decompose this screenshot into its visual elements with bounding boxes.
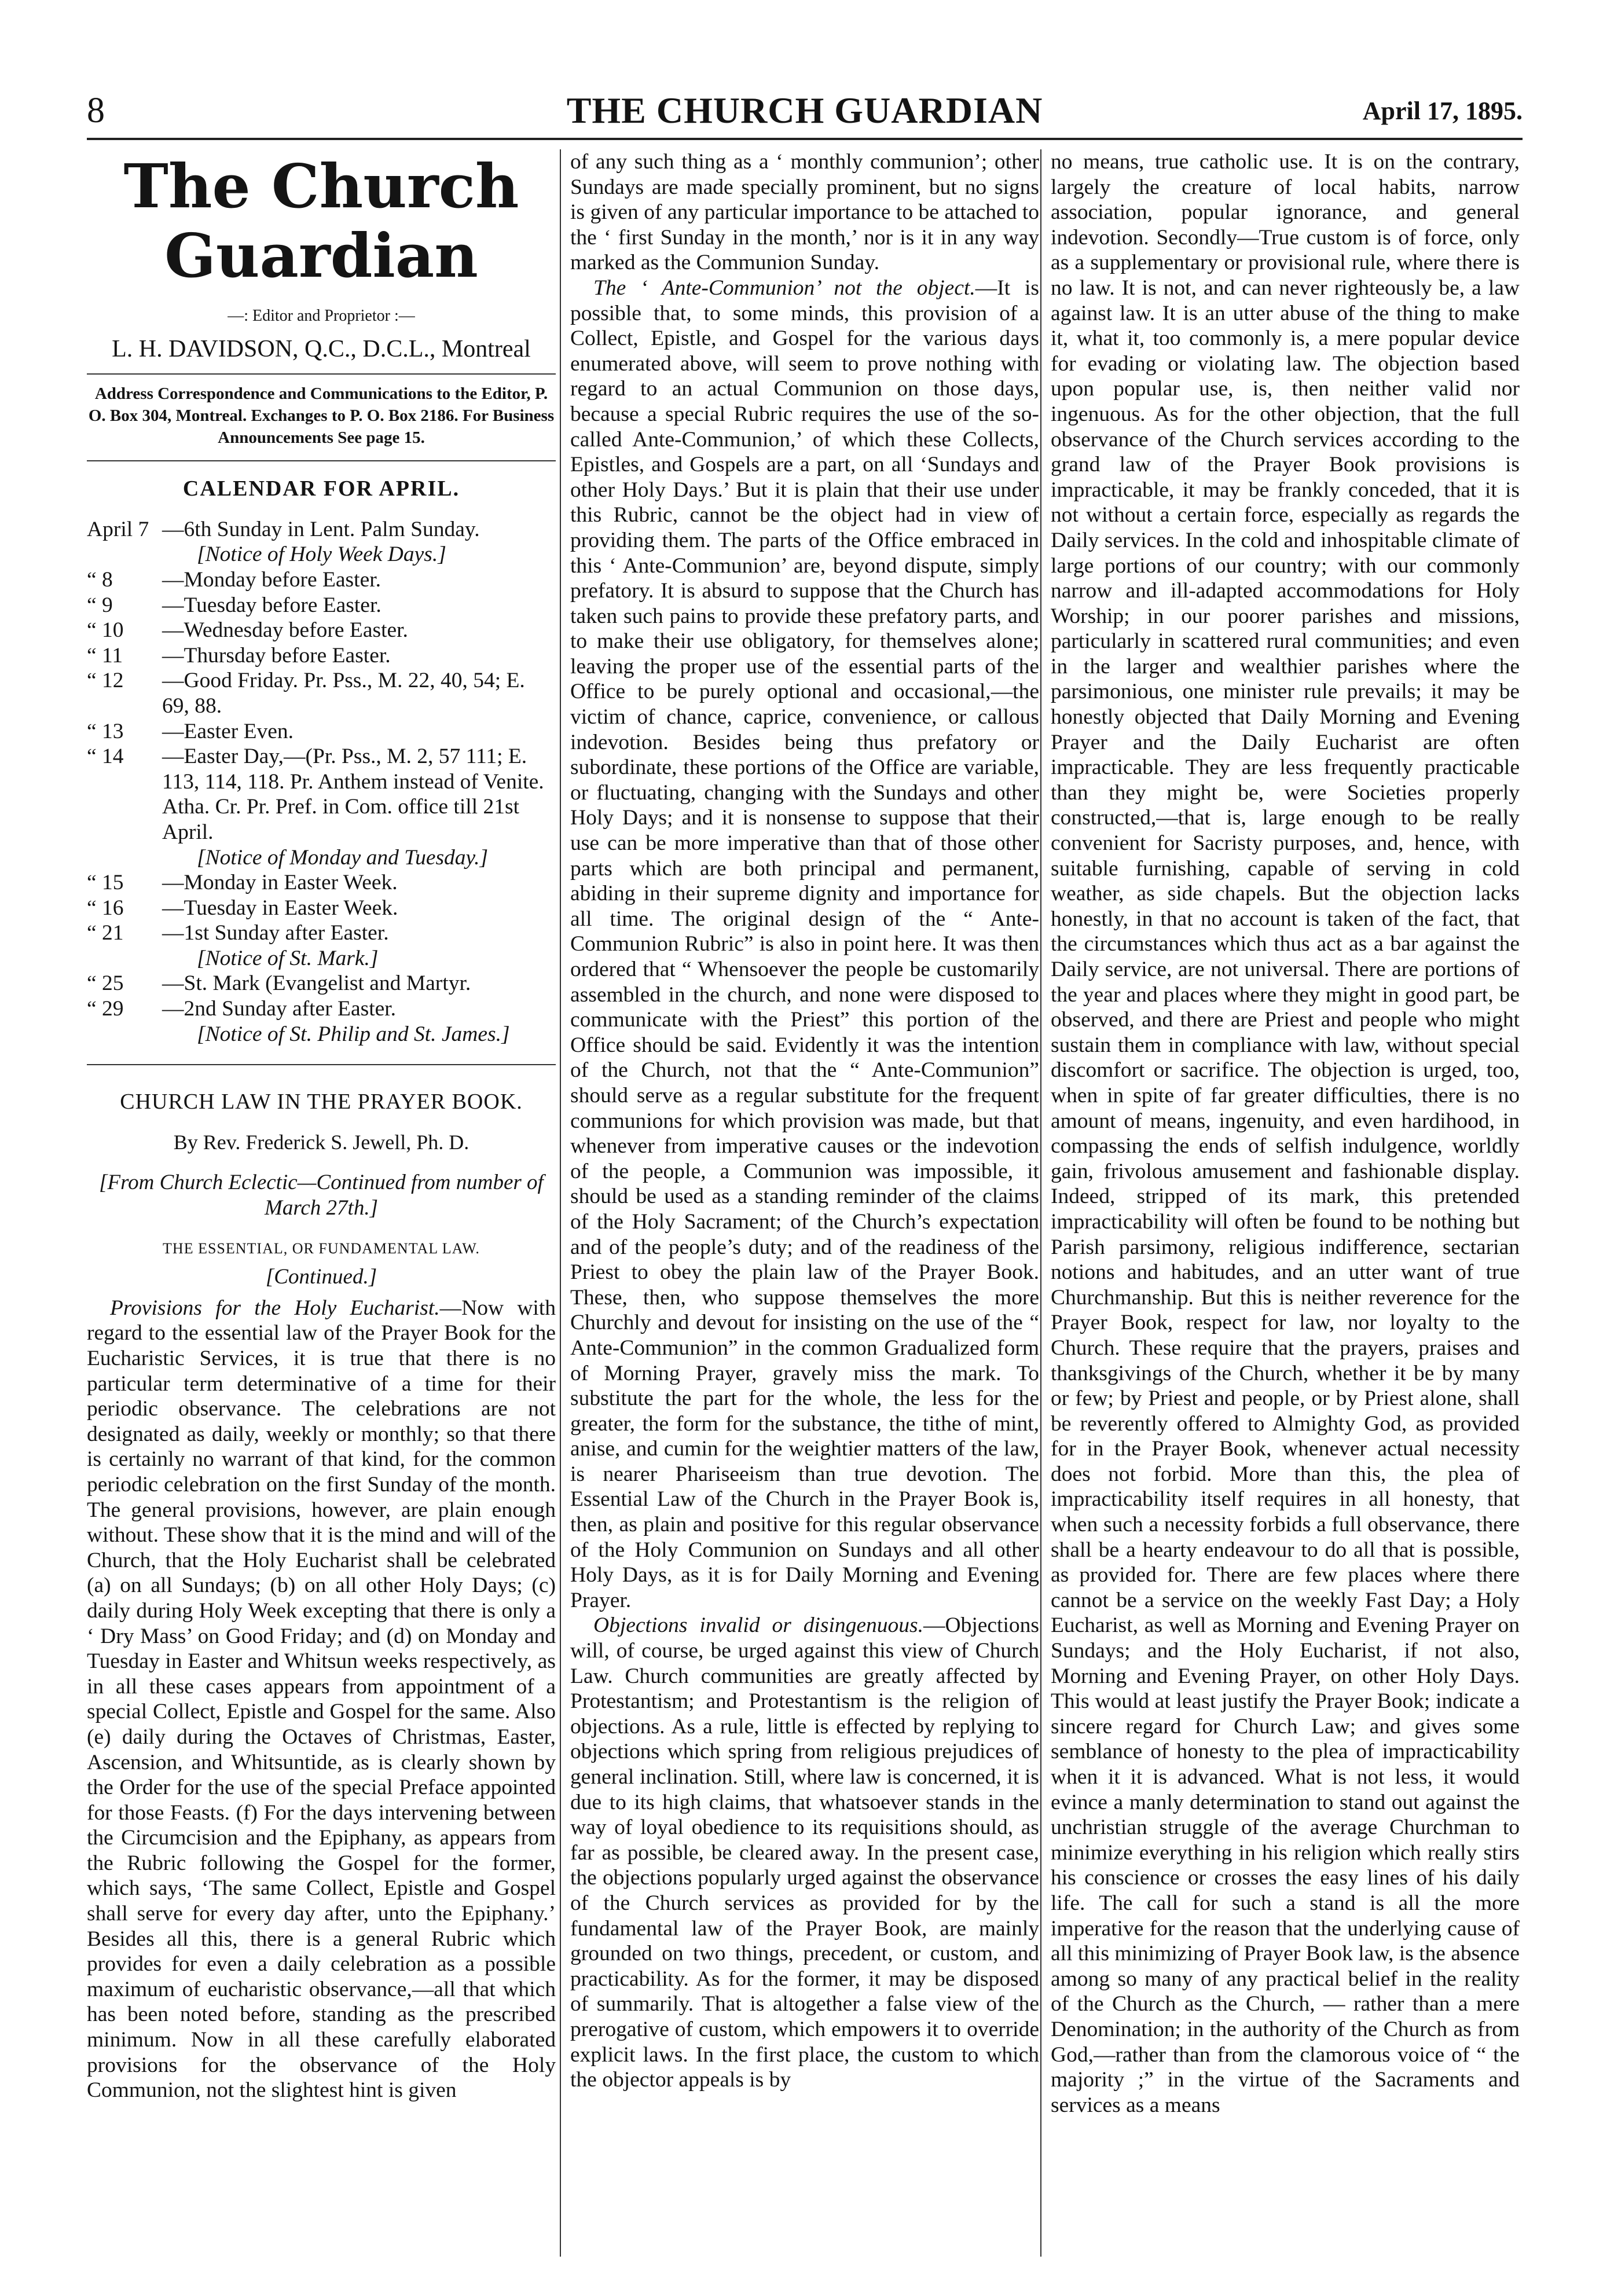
column-1 [87, 149, 556, 2103]
calendar-entry-text: —Monday before Easter. [162, 567, 382, 592]
running-header [87, 87, 1523, 139]
calendar-entry [87, 870, 556, 896]
calendar-entry-text: —6th Sunday in Lent. Palm Sunday. [162, 517, 480, 541]
paragraph-text: no means, true catholic use. It is on the contrary, largely the creature of local habits, narrow association, popular ignorance, and general indevotion. Secondly—True custom is of force, only as a supplementary or provisional rule, where there is no law. It is not, and can never righteously be, a law against law. It is an utter abuse of the thing to make it, what it, too commonly is, a mere popular device for evading or violating law. The objection based upon popular use, is, then neither valid nor ingenuous. As for the other objection, that the full observance of the Church services according to the grand law of the Prayer Book provisions is impracticable, it may be frankly conceded, that it is not without a certain force, especially as regards the Daily services. In the cold and inhospitable climate of large portions of our country; with our commonly narrow and ill-adapted accommodations for Holy Worship; in our poorer parishes and missions, particularly in scattered rural communities; and even in the larger and wealthier parishes where the parsimonious, one minister rule prevails; it may be honestly objected that Daily Morning and Evening Prayer and the Daily Eucharist are often impracticable. They are less frequently practicable than they might be, were Societies properly constructed,—that is, large enough to be really convenient for Sacristy purposes, and, hence, with suitable furnishing, capable of serving in cold weather, as side chapels. But the objection lacks honestly, in that no account is taken of the fact, that the circumstances which thus act as a bar against the Daily service, are not universal. There are portions of the year and places where they might in good part, be observed, and there are Priest and people who might sustain them in compliance with law, without special discomfort or sacrifice. The objection is urged, too, when in spite of far greater difficulties, there is no amount of means, ingenuity, and even hardihood, in compassing the ends of selfish indulgence, worldly gain, frivolous amusement and fashionable display. Indeed, stripped of its mark, this pretended impracticability will often be found to be nothing but Parish parsimony, religious indifference, sectarian notions and habitudes, and an utter want of true Churchmanship. But this is neither reverence for the Prayer Book, respect for law, nor loyalty to the Church. These require that the prayers, praises and thanksgivings of the Church, whether it be by many or few; by Priest and people, or by Priest alone, shall be reverently offered to Almighty God, as provided for in the Prayer Book, whenever actual necessity does not forbid. More than this, the plea of impracticability itself requires in all honesty, that when such a necessity forbids a full observance, there shall be a hearty endeavour to do all that is possible, as provided for. There are few places where there cannot be a service on the weekly Fast Day; a Holy Eucharist, as well as Morning and Evening Prayer on Sundays; and the Holy Eucharist, if not also, Morning and Evening Prayer, on other Holy Days. This would at least justify the Prayer Book; indicate a sincere regard for Church Law; and gives some semblance of honesty to the plea of impracticability when it it is advanced. What is not less, it would evince a manly determination to stand out against the unchristian struggle of the average Churchman to minimize everything in his religion which really stirs his conscience or crosses the easy lines of his daily life. The call for such a stand is all the more imperative for the reason that the underlying cause of all this minimizing of Prayer Book law, is the absence among so many of any practical belief in the reality of the Church as the Church, — rather than a mere Denomination; in the authority of the Church as from God,—rather than from the clamorous voice of “ the majority ;” in the virtue of the Sacraments and services as a means [1051, 150, 1520, 2117]
article-paragraph [570, 1613, 1039, 2092]
column-2-body [570, 149, 1039, 2093]
calendar-entry-text: —Easter Even. [162, 719, 294, 743]
section-heading: THE ESSENTIAL, OR FUNDAMENTAL LAW. [163, 1239, 480, 1257]
article-paragraph [570, 149, 1039, 276]
calendar-entry-text: —Good Friday. Pr. Pss., M. 22, 40, 54; E. 69, 88. [162, 669, 525, 718]
masthead-rule [87, 373, 556, 375]
calendar-entry [87, 971, 556, 996]
calendar-entry-date: “ 21 [87, 921, 124, 945]
calendar-entry-text: —Easter Day,—(Pr. Pss., M. 2, 57 111; E. 113, 114, 118. Pr. Anthem instead of Venite. Atha. Cr. Pr. Pref. in Com. office till 21st April. [162, 744, 544, 844]
article-title: CHURCH LAW IN THE PRAYER BOOK. [120, 1090, 523, 1114]
article-paragraph [570, 276, 1039, 1613]
calendar-title: CALENDAR FOR APRIL. [182, 476, 460, 501]
column-divider [560, 149, 561, 2257]
calendar-entry [87, 920, 556, 971]
calendar-entry-text: —Monday in Easter Week. [162, 871, 398, 895]
calendar-entry-date: “ 15 [87, 871, 124, 895]
masthead-title: The Church Guardian [123, 151, 519, 291]
calendar-entry-date: “ 8 [87, 567, 113, 592]
paragraph-lead: Objections invalid or disingenuous. [593, 1613, 924, 1638]
calendar-entry [87, 896, 556, 921]
calendar-rule [87, 460, 556, 461]
calendar-entry-text: —Tuesday before Easter. [162, 593, 382, 617]
publication-title: THE CHURCH GUARDIAN [566, 90, 1043, 131]
calendar-entry-text: —2nd Sunday after Easter. [162, 997, 397, 1021]
calendar-entry-text: —Wednesday before Easter. [162, 618, 408, 643]
continued-note: [Continued.] [265, 1265, 377, 1289]
column-3 [1051, 149, 1520, 2118]
calendar-entry-date: “ 16 [87, 896, 124, 920]
calendar-entry [87, 593, 556, 618]
issue-date: April 17, 1895. [1362, 97, 1523, 125]
column-divider [1040, 149, 1041, 2257]
page-number: 8 [87, 91, 105, 130]
calendar-entry [87, 744, 556, 870]
calendar-entry-text: —St. Mark (Evangelist and Martyr. [162, 971, 471, 996]
calendar-entry [87, 996, 556, 1047]
calendar-entry-note: [Notice of St. Mark.] [197, 946, 379, 970]
paragraph-text: —It is possible that, to some minds, this provision of a Collect, Epistle, and Gospel for the various days enumerated above, will seem to prove nothing with regard to an actual Communion on those days, because a special Rubric requires the use of the so-called Ante-Communion,’ of which these Collects, Epistles, and Gospels are a part, on all ‘Sundays and other Holy Days.’ But it is plain that their use under this Rubric, cannot be the object had in view of providing them. The parts of the Office embraced in this ‘ Ante-Communion’ are, beyond dispute, simply prefatory. It is absurd to suppose that the Church has taken such pains to provide these prefatory parts, and to make their use obligatory, for themselves alone; leaving the proper use of the essential parts of the Office to be purely optional and occasional,—the victim of chance, caprice, convenience, or callous indevotion. Besides being thus prefatory or subordinate, these portions of the Office are variable, or fluctuating, changing with the Sundays and other Holy Days; and it is nonsense to suppose that their use can be more imperative than that of those other parts which are both principal and permanent, abiding in their supreme dignity and importance for all time. The original design of the “ Ante-Communion Rubric” is also in point here. It was then ordered that “ Whensoever the people be customarily assembled in the church, and none were disposed to communicate with the Priest” this portion of the Office should be said. Evidently it was the intention of the Church, not that the “ Ante-Communion” should serve as a regular substitute for the frequent communions for which provision was made, but that whenever from imperative causes or the indevotion of the people, a Communion was impossible, it should be used as a standing reminder of the claims of the Holy Sacrament; of the Church’s expectation and of the people’s duty; and of the readiness of the Priest to obey the plain law of the Prayer Book. These, then, who suppose themselves the more Churchly and devout for insisting on the use of the “ Ante-Communion” in the common Gradualized form of Morning Prayer, gravely miss the mark. To substitute the part for the whole, the less for the greater, the form for the substance, the tithe of mint, anise, and cumin for the weightier matters of the law, is nearer Phariseeism than true devotion. The Essential Law of the Church in the Prayer Book is, then, as plain and positive for this regular observance of the Holy Communion on Sundays and all other Holy Days, as it is for Daily Morning and Evening Prayer. [570, 276, 1039, 1612]
calendar-entry-note: [Notice of Holy Week Days.] [197, 542, 446, 567]
article-paragraph [87, 1296, 556, 2103]
correspondence-address: Address Correspondence and Communications to the Editor, P. O. Box 304, Montreal. Exchanges to P. O. Box 2186. For Business Announcements See page 15. [88, 384, 555, 448]
calendar-entry-date: “ 29 [87, 997, 124, 1021]
calendar-entry [87, 517, 556, 567]
calendar-entry-text: —Thursday before Easter. [162, 643, 391, 667]
masthead-role: —: Editor and Proprietor :— [228, 307, 415, 325]
calendar-entry-note: [Notice of Monday and Tuesday.] [197, 845, 489, 870]
article-rule [87, 1064, 556, 1065]
calendar-entry [87, 567, 556, 593]
header-rule [87, 138, 1523, 140]
calendar-entry [87, 643, 556, 669]
article-source: [From Church Eclectic—Continued from number of March 27th.] [99, 1171, 544, 1220]
column-1-body [87, 1296, 556, 2103]
calendar-entry-date: “ 12 [87, 669, 124, 693]
calendar-entry-date: April 7 [87, 517, 149, 541]
calendar-entry [87, 719, 556, 744]
calendar-list [87, 517, 556, 1047]
calendar-entry-date: “ 11 [87, 643, 123, 667]
article-byline: By Rev. Frederick S. Jewell, Ph. D. [173, 1130, 469, 1154]
paragraph-text: of any such thing as a ‘ monthly communion’; other Sundays are made specially prominent, but no signs is given of any particular importance to be attached to the ‘ first Sunday in the month,’ nor is it in any way marked as the Communion Sunday. [570, 150, 1039, 275]
calendar-entry-date: “ 9 [87, 593, 113, 617]
calendar-entry-text: —Tuesday in Easter Week. [162, 896, 398, 920]
column-2 [570, 149, 1039, 2093]
calendar-entry [87, 618, 556, 643]
paragraph-text: —Objections will, of course, be urged against this view of Church Law. Church communities are greatly affected by Protestantism; and Protestantism is the religion of objections. As a rule, little is effected by replying to objections which spring from religious prejudices of general inclination. Still, where law is concerned, it is due to its high claims, that whatsoever stands in the way of loyal obedience to its requisitions should, as far as possible, be cleared away. In the present case, the objections popularly urged against the observance of the Church services as provided for by the fundamental law of the Prayer Book, are mainly grounded on two things, precedent, or custom, and practicability. As for the former, it may be disposed of summarily. That is altogether a false view of the prerogative of custom, which empowers it to override explicit laws. In the first place, the custom to which the objector appeals is by [570, 1613, 1039, 2092]
article-paragraph [1051, 149, 1520, 2118]
masthead-owner: L. H. DAVIDSON, Q.C., D.C.L., Montreal [112, 335, 531, 362]
calendar-entry-date: “ 14 [87, 744, 124, 769]
calendar-entry-note: [Notice of St. Philip and St. James.] [197, 1022, 510, 1046]
column-3-body [1051, 149, 1520, 2118]
paragraph-lead: Provisions for the Holy Eucharist. [110, 1296, 440, 1320]
calendar-entry-date: “ 25 [87, 971, 124, 996]
paragraph-lead: The ‘ Ante-Communion’ not the object. [593, 276, 975, 300]
calendar-entry-text: —1st Sunday after Easter. [162, 921, 389, 945]
calendar-entry-date: “ 10 [87, 618, 124, 643]
paragraph-text: —Now with regard to the essential law of the Prayer Book for the Eucharistic Services, it is true that there is no particular term determinative of a time for their periodic observance. The celebrations are not designated as daily, weekly or monthly; so that there is certainly no warrant of that kind, for the common periodic celebration on the first Sunday of the month. The general provisions, however, are plain enough without. These show that it is the mind and will of the Church, that the Holy Eucharist shall be celebrated (a) on all Sundays; (b) on all other Holy Days; (c) daily during Holy Week excepting that there is only a ‘ Dry Mass’ on Good Friday; and (d) on Monday and Tuesday in Easter and Whitsun weeks respectively, as in all these cases appears from appointment of a special Collect, Epistle and Gospel for the same. Also (e) daily during the Octaves of Christmas, Easter, Ascension, and Whitsuntide, as is clearly shown by the Order for the use of the special Preface appointed for those Feasts. (f) For the days intervening between the Circumcision and the Epiphany, as appears from the Rubric following the Gospel for the former, which says, ‘The same Collect, Epistle and Gospel shall serve for every day after, unto the Epiphany.’ Besides all this, there is a general Rubric which provides for even a daily celebration as a possible maximum of eucharistic observance,—all that which has been noted before, standing as the prescribed minimum. Now in all these carefully elaborated provisions for the observance of the Holy Communion, not the slightest hint is given [87, 1296, 556, 2103]
calendar-entry-date: “ 13 [87, 719, 124, 743]
calendar-entry [87, 668, 556, 718]
